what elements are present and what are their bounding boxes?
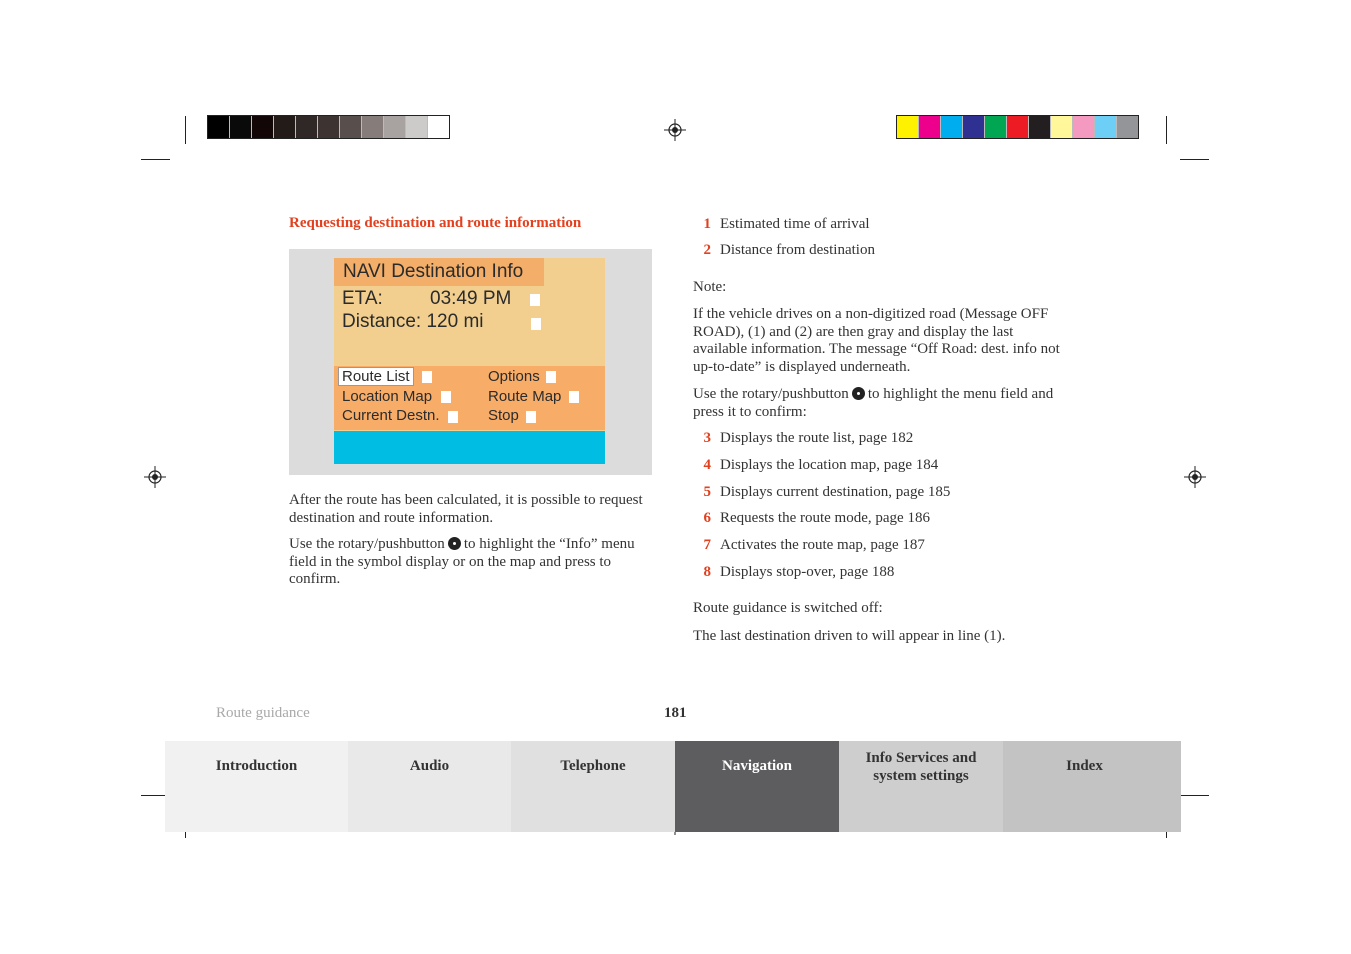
text-span: to highlight the menu field and press it to confirm:	[693, 386, 1054, 420]
callout-marker-6	[546, 371, 556, 383]
color-swatch	[1007, 116, 1029, 138]
menu-route-map[interactable]: Route Map	[488, 388, 562, 405]
tab-audio[interactable]	[348, 741, 511, 832]
gray-swatch	[296, 116, 318, 138]
rotary-pushbutton-icon	[448, 537, 461, 550]
menu-location-map[interactable]: Location Map	[342, 388, 433, 405]
gray-swatch	[274, 116, 296, 138]
color-swatch	[919, 116, 941, 138]
section-heading: Requesting destination and route information	[289, 215, 582, 231]
menu-current-destn[interactable]: Current Destn.	[342, 407, 440, 424]
color-calibration-bar	[896, 115, 1139, 139]
tab-telephone[interactable]	[511, 741, 675, 832]
gray-swatch	[252, 116, 274, 138]
color-swatch	[897, 116, 919, 138]
gray-swatch	[384, 116, 406, 138]
item-number: 2	[703, 242, 711, 258]
item-number: 6	[703, 510, 711, 526]
color-swatch	[1095, 116, 1117, 138]
color-swatch	[1029, 116, 1051, 138]
page-number: 181	[664, 705, 687, 721]
list-item	[693, 537, 925, 554]
section-label: Route guidance	[216, 705, 310, 721]
item-number: 3	[703, 430, 711, 446]
registration-mark-icon	[144, 466, 166, 488]
item-number: 1	[703, 216, 711, 232]
callout-marker-2	[531, 318, 541, 330]
gray-swatch	[208, 116, 230, 138]
text-span: Use the rotary/pushbutton	[693, 386, 849, 402]
paragraph-route-calculated: After the route has been calculated, it is possible to request destination and route information.	[289, 492, 643, 526]
item-number: 7	[703, 537, 711, 553]
menu-stop[interactable]: Stop	[488, 407, 519, 424]
item-number: 5	[703, 484, 711, 500]
item-text: Displays the location map, page 184	[720, 457, 939, 473]
item-text: Activates the route map, page 187	[720, 537, 925, 553]
tab-label: Navigation	[721, 758, 792, 774]
menu-options[interactable]: Options	[488, 368, 540, 385]
list-item	[693, 242, 875, 259]
crop-mark	[1180, 159, 1209, 160]
color-swatch	[963, 116, 985, 138]
eta-value: 03:49 PM	[430, 288, 512, 309]
color-swatch	[941, 116, 963, 138]
menu-route-list[interactable]: Route List	[338, 367, 414, 386]
list-item	[693, 430, 913, 447]
callout-marker-8	[526, 411, 536, 423]
tab-info-services[interactable]	[839, 741, 1003, 832]
text-span: Use the rotary/pushbutton	[289, 536, 445, 552]
grayscale-calibration-bar	[207, 115, 450, 139]
item-text: Displays stop-over, page 188	[720, 564, 895, 580]
item-text: Estimated time of arrival	[720, 216, 870, 232]
navi-destination-info-screen	[334, 258, 605, 464]
tab-label: Audio	[409, 758, 450, 774]
screen-title: NAVI Destination Info	[334, 258, 544, 286]
registration-mark-icon	[664, 119, 686, 141]
tab-navigation[interactable]	[675, 741, 839, 832]
item-text: Displays the route list, page 182	[720, 430, 914, 446]
screen-status-bar	[334, 431, 605, 464]
gray-swatch	[318, 116, 340, 138]
callout-marker-3	[422, 371, 432, 383]
tab-label: Introduction	[215, 758, 298, 774]
callout-marker-5	[448, 411, 458, 423]
tab-index[interactable]	[1003, 741, 1181, 832]
color-swatch	[1051, 116, 1073, 138]
rotary-instruction	[693, 386, 1065, 421]
crop-mark	[1166, 116, 1167, 144]
tab-label: Telephone	[560, 758, 626, 774]
crop-mark	[185, 116, 186, 144]
item-text: Requests the route mode, page 186	[720, 510, 930, 526]
note-label: Note:	[693, 279, 727, 295]
eta-label: ETA:	[342, 288, 383, 309]
screen-menu	[334, 366, 605, 430]
item-number: 4	[703, 457, 711, 473]
gray-swatch	[340, 116, 362, 138]
distance-row: Distance: 120 mi	[342, 311, 484, 332]
crop-mark	[141, 159, 170, 160]
gray-swatch	[406, 116, 428, 138]
callout-marker-4	[441, 391, 451, 403]
text-span: to highlight the “Info” menu field in the symbol display or on the map and press to confirm.	[289, 536, 635, 587]
tab-introduction[interactable]	[165, 741, 348, 832]
gray-swatch	[230, 116, 252, 138]
list-item	[693, 216, 870, 233]
item-text: Distance from destination	[720, 242, 875, 258]
last-destination-text: The last destination driven to will appear in line (1).	[693, 628, 1006, 644]
color-swatch	[1073, 116, 1095, 138]
rotary-pushbutton-icon	[852, 387, 865, 400]
route-guidance-off: Route guidance is switched off:	[693, 600, 883, 616]
registration-mark-icon	[1184, 466, 1206, 488]
note-text: If the vehicle drives on a non-digitized road (Message OFF ROAD), (1) and (2) are then gray and display the last available information. The message “Off Road: dest. info not up-to-date” is displayed underneath.	[693, 306, 1060, 375]
paragraph-info-instruction	[289, 536, 651, 589]
gray-swatch	[362, 116, 384, 138]
list-item	[693, 457, 938, 474]
tab-label: Info Services and system settings	[865, 750, 977, 784]
crop-mark	[1180, 795, 1209, 796]
gray-swatch	[428, 116, 449, 138]
item-number: 8	[703, 564, 711, 580]
callout-marker-1	[530, 294, 540, 306]
eta-row	[342, 288, 383, 310]
list-item	[693, 484, 950, 501]
list-item	[693, 564, 894, 581]
item-text: Displays current destination, page 185	[720, 484, 951, 500]
callout-marker-7	[569, 391, 579, 403]
color-swatch	[1117, 116, 1138, 138]
color-swatch	[985, 116, 1007, 138]
list-item	[693, 510, 930, 527]
tab-label: Index	[1066, 758, 1103, 774]
